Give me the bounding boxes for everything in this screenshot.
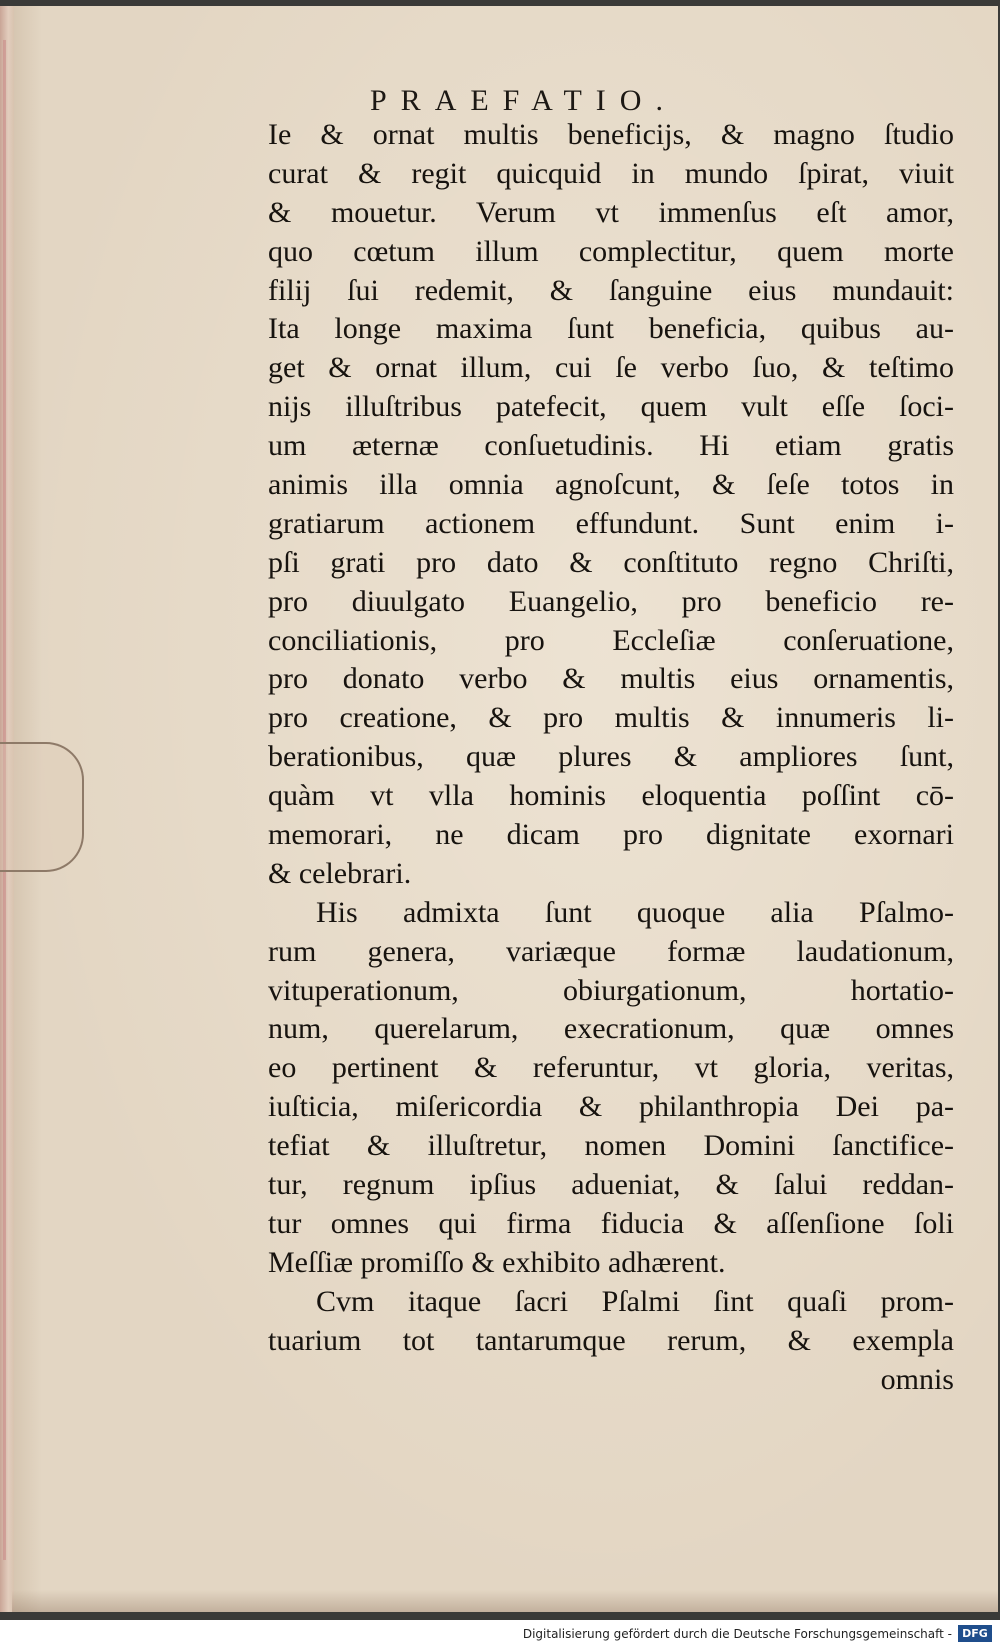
text-line: rum genera, variæque formæ laudationum, <box>268 934 954 968</box>
text-line: num, querelarum, execrationum, quæ omnes <box>268 1012 954 1046</box>
dfg-logo: DFG <box>958 1625 992 1642</box>
text-line: Ie & ornat multis beneficijs, & magno ſtudio <box>268 118 954 151</box>
text-line: memorari, ne dicam pro dignitate exornari <box>268 818 954 852</box>
text-line: animis illa omnia agnoſcunt, & ſeſe totos in <box>268 468 954 502</box>
text-line: vituperationum, obiurgationum, hortatio- <box>268 973 954 1007</box>
text-line: gratiarum actionem effundunt. Sunt enim i- <box>268 506 954 540</box>
text-line: um æternæ conſuetudinis. Hi etiam gratis <box>268 429 954 463</box>
text-line: tuarium tot tantarumque rerum, & exempla <box>268 1323 954 1357</box>
text-line: pſi grati pro dato & conſtituto regno Chriſti, <box>268 545 954 579</box>
text-line: Cvm itaque ſacri Pſalmi ſint quaſi prom- <box>316 1284 954 1318</box>
body-text <box>268 116 954 1399</box>
text-line: curat & regit quicquid in mundo ſpirat, viuit <box>268 156 954 190</box>
text-line: tefiat & illuſtretur, nomen Domini ſanctifice- <box>268 1129 954 1163</box>
text-line: iuſticia, miſericordia & philanthropia Dei pa- <box>268 1090 954 1124</box>
text-line: berationibus, quæ plures & ampliores ſunt, <box>268 740 954 774</box>
text-line: tur, regnum ipſius adueniat, & ſalui reddan- <box>268 1168 954 1202</box>
text-line: pro donato verbo & multis eius ornamentis, <box>268 662 954 696</box>
text-line: eo pertinent & referuntur, vt gloria, veritas, <box>268 1051 954 1085</box>
text-line: & celebrari. <box>268 856 412 890</box>
text-line: His admixta ſunt quoque alia Pſalmo- <box>316 895 954 929</box>
running-head: PRAEFATIO. <box>370 84 677 117</box>
text-line: nijs illuſtribus patefecit, quem vult eſſe ſoci- <box>268 390 954 424</box>
text-line: Ita longe maxima ſunt beneficia, quibus au- <box>268 312 954 346</box>
text-line: tur omnes qui firma fiducia & aſſenſione ſoli <box>268 1206 954 1240</box>
text-line: pro diuulgato Euangelio, pro beneficio re- <box>268 584 954 618</box>
text-line: quo cœtum illum complectitur, quem morte <box>268 234 954 268</box>
text-line: Meſſiæ promiſſo & exhibito adhærent. <box>268 1245 726 1279</box>
text-line: conciliationis, pro Eccleſiæ conſeruatione, <box>268 623 954 657</box>
text-line: filij ſui redemit, & ſanguine eius mundauit: <box>268 273 954 307</box>
clasp-tab <box>0 742 84 872</box>
text-line: get & ornat illum, cui ſe verbo ſuo, & teſtimo <box>268 351 954 385</box>
page-bottom-shadow <box>12 1590 998 1612</box>
catchword: omnis <box>880 1362 954 1396</box>
text-line: & mouetur. Verum vt immenſus eſt amor, <box>268 195 954 229</box>
funding-credit: Digitalisierung gefördert durch die Deutsche Forschungsgemeinschaft - <box>522 1627 952 1641</box>
text-line: pro creatione, & pro multis & innumeris li- <box>268 701 954 735</box>
footer-bar <box>0 1620 1000 1649</box>
text-line: quàm vt vlla hominis eloquentia poſſint cō- <box>268 779 954 813</box>
